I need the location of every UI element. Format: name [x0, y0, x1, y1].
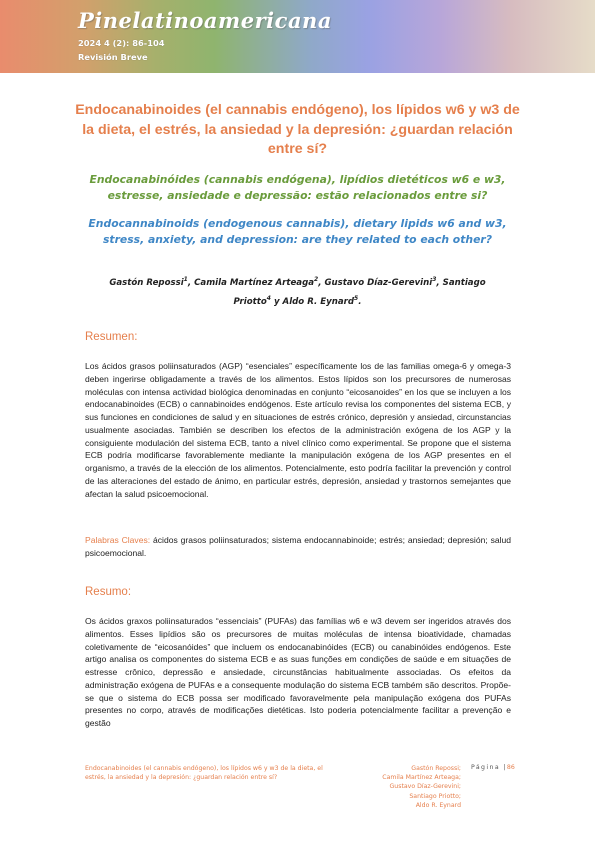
- resumen-heading: Resumen:: [85, 331, 138, 343]
- author-affiliation: 3: [432, 276, 437, 283]
- keywords-paragraph: [85, 534, 511, 560]
- title-spanish: Endocanabinoides (el cannabis endógeno), los lípidos w6 y w3 de la dieta, el estrés, la ansiedad y la depresión: ¿guardan relación entre sí?: [75, 102, 520, 157]
- author-affiliation: 2: [314, 276, 319, 283]
- author-affiliation: 5: [354, 294, 359, 302]
- author-affiliation: 4: [266, 294, 271, 302]
- footer-author: Aldo R. Eynard: [415, 801, 461, 809]
- resumo-heading: Resumo:: [85, 586, 132, 598]
- footer-article-title: Endocanabinoides (el cannabis endógeno), los lípidos w6 y w3 de la dieta, el estrés, la ansiedad y la depresión: ¿guardan relación entre sí?: [85, 765, 323, 782]
- page-label: Página: [471, 764, 501, 771]
- footer-author: Gustavo Díaz-Gerevini;: [389, 783, 461, 791]
- author-name: Camila Martínez Arteaga: [194, 277, 315, 288]
- page-indicator: [471, 764, 515, 771]
- issue-info: 2024 4 (2): 86-104: [78, 38, 165, 48]
- footer-authors: [360, 764, 461, 810]
- author-name: Aldo R. Eynard: [282, 296, 355, 307]
- author-name: Santiago Priotto: [233, 277, 486, 307]
- keywords-text: ácidos grasos poliinsaturados; sistema endocannabinoide; estrés; ansiedad; depresión; salud psicoemocional.: [85, 535, 512, 558]
- footer-author: Santiago Priotto;: [409, 792, 461, 800]
- journal-name: Pinelatinoamericana: [78, 8, 332, 33]
- footer-author: Gastón Repossi;: [411, 765, 461, 772]
- page-number: 86: [506, 764, 515, 771]
- author-list: Gastón Repossi$^1$, Camila Martínez Arteaga$^2$, Gustavo Díaz-Gerevini$^3$, Santiago Priotto$^4$ y Aldo R. Eynard$^5$.: [109, 276, 486, 307]
- article-type: Revisión Breve: [78, 52, 148, 62]
- page-separator: |: [503, 764, 507, 771]
- author-affiliation: 1: [183, 276, 188, 283]
- header-banner: [0, 0, 595, 73]
- title-english: Endocannabinoids (endogenous cannabis), dietary lipids w6 and w3, stress, anxiety, and depression: are they related to each other?: [88, 217, 507, 246]
- author-name: Gustavo Díaz-Gerevini: [324, 277, 433, 288]
- author-name: Gastón Repossi: [109, 277, 184, 288]
- resumo-text: Os ácidos graxos poliinsaturados “essenciais” (PUFAs) das famílias w6 e w3 devem ser ingeridos através dos alimentos. Esses lipídios são os precursores de muitas moléculas de intensa bioatividade, chamadas coletivamente de “eicosanóides” que incluem os endocanabinóides (ECB) ou canabinóides endógenos. Este artigo analisa os componentes do sistema ECB e as suas funções em condições de saúde e em situações de estresse crônico, depressão e ansiedade, circunstâncias habitualmente associadas. Os efeitos da administração exógena de PUFAs e a consequente modulação do sistema ECB também são descritos. Propõe-se que o sistema do ECB possa ser modificado favoravelmente pela manipulação exógena dos PUFAs presentes no corpo, através de modificações dietéticas. Isto poderia potencialmente facilitar a prevenção e gestão: [85, 616, 511, 728]
- resumen-text: Los ácidos grasos poliinsaturados (AGP) “esenciales” específicamente los de las familias omega-6 y omega-3 deben ingerirse obligadamente a través de los alimentos. Estos lípidos son los precursores de numerosas moléculas con intensa actividad biológica denominadas en conjunto “eicosanoides” en los que se incluyen a los endocanabinoides (ECB) o cannabinoides endógenos. Este artículo revisa los componentes del sistema ECB, y sus funciones en condiciones de salud y en situaciones de estrés crónico, depresión y ansiedad, circunstancias usualmente asociadas. También se describen los efectos de la administración exógena de los AGP y la consiguiente modulación del sistema ECB, tanto a nivel clínico como experimental. Se propone que el sistema ECB podría modificarse favorablemente mediante la manipulación exógena de los AGP presentes en el organismo, a través de la elección de los alimentos. Potencialmente, esto podría facilitar la prevención y control de las alteraciones del estado de ánimo, en particular estrés, depresión, ansiedad y trastornos semejantes que afectan la salud psicoemocional.: [85, 361, 511, 499]
- keywords-label: Palabras Claves:: [85, 535, 151, 545]
- title-portuguese: Endocanabinóides (cannabis endógena), lipídios dietéticos w6 e w3, estresse, ansiedade e depressão: estão relacionados entre si?: [89, 173, 506, 202]
- footer-author: Camila Martínez Arteaga;: [382, 774, 461, 782]
